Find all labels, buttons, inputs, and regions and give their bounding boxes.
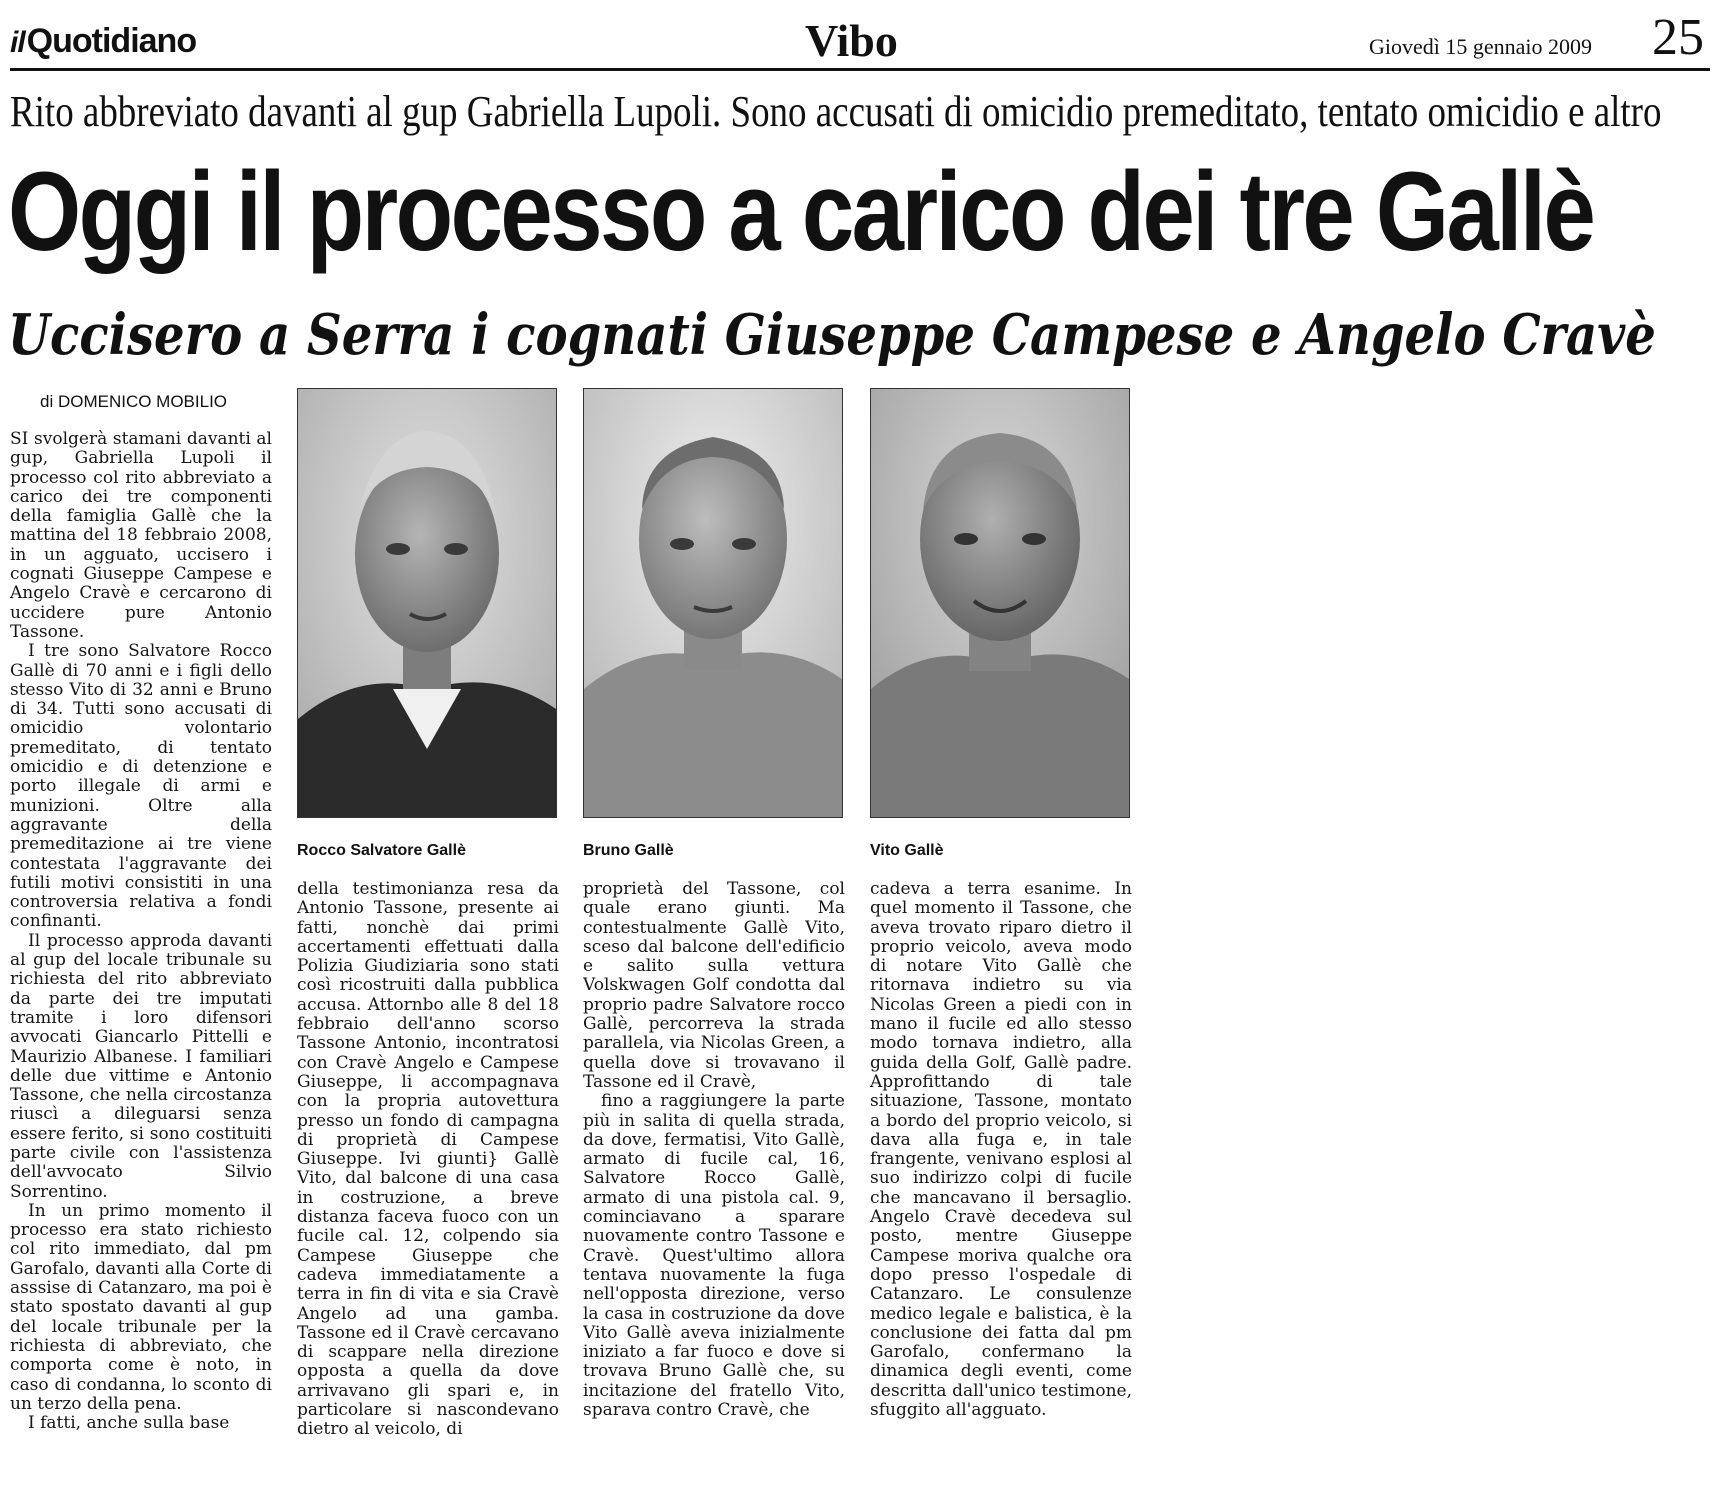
photo-vito-galle bbox=[870, 388, 1130, 818]
text-column-3 bbox=[583, 880, 845, 1485]
paragraph: In un primo momento il processo era stato richiesto col rito immediato, dal pm Garofalo, davanti alla Corte di asssise di Catanzaro, ma poi è stato spostato davanti al gup del locale tribunale per la richiesta di abbreviato, che comporta come è noto, in caso di condanna, lo sconto di un terzo della pena. bbox=[10, 1200, 272, 1414]
photo-caption: Vito Gallè bbox=[870, 842, 944, 859]
byline: di DOMENICO MOBILIO bbox=[40, 392, 228, 411]
section-name: Vibo bbox=[805, 15, 898, 66]
article-subhead: Uccisero a Serra i cognati Giuseppe Campese e Angelo Cravè bbox=[8, 302, 1656, 368]
photo-caption: Bruno Gallè bbox=[583, 842, 674, 859]
photo-rocco-salvatore-galle bbox=[297, 388, 557, 818]
masthead bbox=[10, 6, 1710, 66]
paragraph: I tre sono Salvatore Rocco Gallè di 70 anni e i figli dello stesso Vito di 32 anni e Bruno di 34. Tutti sono accusati di omicidio volontario premeditato, di tentato omicidio e di detenzione e porto illegale di armi e munizioni. Oltre alla aggravante della premeditazione ai tre viene contestata l'aggravante dei futili motivi consistiti in una controversia relativa a fondi confinanti. bbox=[10, 641, 272, 932]
masthead-rule bbox=[10, 68, 1710, 71]
paragraph: della testimonianza resa da Antonio Tassone, presente ai fatti, nonchè dai primi accertamenti effettuati dalla Polizia Giudiziaria sono stati così ricostruiti dalla pubblica accusa. Attornbo alle 8 del 18 febbraio dell'anno scorso Tassone Antonio, incontratosi con Cravè Angelo e Campese Giuseppe, li accompagnava con la propria autovettura presso un fondo di campagna di proprietà di Campese Giuseppe. Ivi giunti} Gallè Vito, dal balcone di una casa in costruzione, a breve distanza faceva fuoco con un fucile cal. 12, colpendo sia Campese Giuseppe che cadeva immediatamente a terra in fin di vita e sia Cravè Angelo ad una gamba. Tassone ed il Cravè cercavano di scappare nella direzione opposta a quella da dove arrivavano gli spari e, in particolare si nascondevano dietro al veicolo, di bbox=[297, 880, 559, 1440]
text-column-4 bbox=[870, 880, 1132, 1485]
portrait-image bbox=[298, 389, 556, 817]
article-kicker: Rito abbreviato davanti al gup Gabriella Lupoli. Sono accusati di omicidio premeditato, tentato omicidio e altro bbox=[10, 87, 1662, 136]
text-column-1 bbox=[10, 430, 272, 1485]
paragraph: proprietà del Tassone, col quale erano giunti. Ma contestualmente Gallè Vito, sceso dal balcone dell'edificio e salito sulla vettura Volskwagen Golf condotta dal proprio padre Salvatore rocco Gallè, percorreva la strada parallela, via Nicolas Green, a quella dove si trovavano il Tassone ed il Cravè, bbox=[583, 880, 845, 1092]
page-number: 25 bbox=[1652, 9, 1704, 66]
photo-bruno-galle bbox=[583, 388, 843, 818]
issue-date: Giovedì 15 gennaio 2009 bbox=[1368, 34, 1592, 59]
logo-prefix: il bbox=[10, 26, 25, 59]
text-column-2 bbox=[297, 880, 559, 1485]
paragraph: fino a raggiungere la parte più in salita di quella strada, da dove, fermatisi, Vito Gallè, armato di fucile cal, 16, Salvatore Rocco Gallè, armato di una pistola cal. 9, cominciavano a sparare nuovamente contro Tassone e Cravè. Quest'ultimo allora tentava nuovamente la fuga nell'opposta direzione, verso la casa in costruzione da dove Vito Gallè aveva inizialmente iniziato a far fuoco e dove si trovava Bruno Gallè che, su incitazione del fratello Vito, sparava contro Cravè, che bbox=[583, 1091, 845, 1421]
paragraph: SI svolgerà stamani davanti al gup, Gabriella Lupoli il processo col rito abbreviato a carico dei tre componenti della famiglia Gallè che la mattina del 18 febbraio 2008, in un agguato, uccisero i cognati Giuseppe Campese e Angelo Cravè e cercarono di uccidere pure Antonio Tassone. bbox=[10, 430, 272, 642]
paragraph: I fatti, anche sulla base bbox=[28, 1413, 230, 1434]
paragraph: Il processo approda davanti al gup del locale tribunale su richiesta del rito abbreviato da parte dei tre imputati tramite i loro difensori avvocati Giancarlo Pittelli e Maurizio Albanese. I familiari delle due vittime e Antonio Tassone, che nella circostanza riuscì a dileguarsi senza essere ferito, si sono costituiti parte civile con l'assistenza dell'avvocato Silvio Sorrentino. bbox=[10, 930, 272, 1202]
article-headline: Oggi il processo a carico dei tre Gallè bbox=[8, 149, 1594, 274]
logo-name: Quotidiano bbox=[26, 22, 197, 60]
photo-caption: Rocco Salvatore Gallè bbox=[297, 842, 466, 859]
portrait-image bbox=[871, 389, 1129, 817]
paragraph: cadeva a terra esanime. In quel momento il Tassone, che aveva trovato riparo dietro il proprio veicolo, aveva modo di notare Vito Gallè che ritornava indietro su via Nicolas Green a piedi con in mano il fucile ed allo stesso modo tornava indietro, alla guida della Golf, Gallè padre. Approfittando di tale situazione, Tassone, montato a bordo del proprio veicolo, si dava alla fuga e, in tale frangente, venivano esplosi al suo indirizzo colpi di fucile che mancavano il bersaglio. Angelo Cravè decedeva sul posto, mentre Giuseppe Campese moriva qualche ora dopo presso l'ospedale di Catanzaro. Le consulenze medico legale e balistica, è la conclusione dei fatta dal pm Garofalo, confermano la dinamica degli eventi, come descritta dall'unico testimone, sfuggito all'agguato. bbox=[870, 880, 1132, 1421]
newspaper-logo bbox=[10, 22, 196, 61]
portrait-image bbox=[584, 389, 842, 817]
